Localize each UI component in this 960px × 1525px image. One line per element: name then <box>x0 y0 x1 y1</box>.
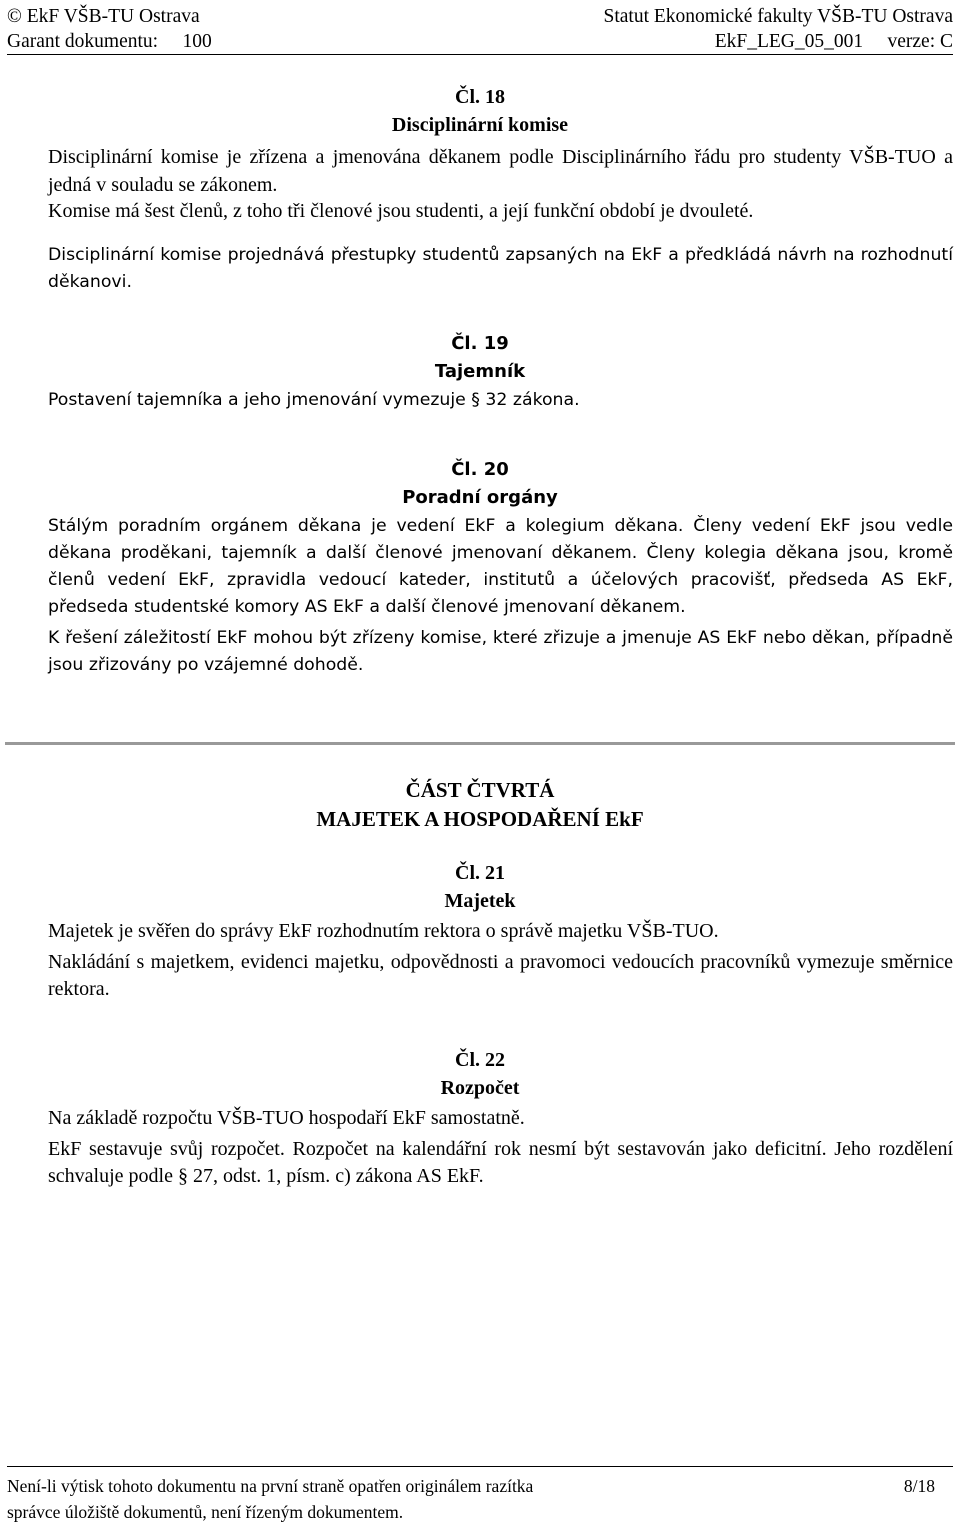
paragraph <box>7 387 953 414</box>
part-number: ČÁST ČTVRTÁ <box>405 778 555 802</box>
page-header <box>7 4 953 54</box>
paragraph <box>7 949 953 1004</box>
part-title: MAJETEK A HOSPODAŘENÍ EkF <box>316 807 644 831</box>
paragraph-text: Disciplinární komise je zřízena a jmenována děkanem podle Disciplinárního řádu pro studenty VŠB-TUO a jedná v souladu se zákonem. <box>48 146 953 196</box>
paragraph <box>7 1105 953 1133</box>
header-document-title: Statut Ekonomické fakulty VŠB-TU Ostrava <box>603 6 953 27</box>
part-heading <box>7 776 953 834</box>
paragraph-text: Na základě rozpočtu VŠB-TUO hospodaří EkF samostatně. <box>48 1107 525 1129</box>
paragraph <box>7 918 953 946</box>
footer-notice-line1: Není-li výtisk tohoto dokumentu na první straně opatřen originálem razítka <box>7 1476 534 1496</box>
article-title: Poradní orgány <box>402 487 558 508</box>
paragraph <box>7 198 953 226</box>
article-number: Čl. 19 <box>451 333 509 354</box>
article-number: Čl. 20 <box>451 459 509 480</box>
paragraph <box>7 625 953 679</box>
article-title: Majetek <box>444 890 516 912</box>
footer-rule <box>7 1466 953 1467</box>
paragraph-number <box>7 198 48 226</box>
paragraph <box>7 242 953 296</box>
page-number: 8/18 <box>903 1476 935 1496</box>
paragraph-number <box>7 625 48 652</box>
paragraph-number <box>7 144 48 172</box>
article-18 <box>7 83 953 226</box>
paragraph-text: Nakládání s majetkem, evidenci majetku, odpovědnosti a pravomoci vedoucích pracovníků vymezuje směrnice rektora. <box>48 950 953 1000</box>
article-title: Rozpočet <box>440 1077 520 1099</box>
article-title: Disciplinární komise <box>391 114 569 136</box>
paragraph-text: Disciplinární komise projednává přestupky studentů zapsaných na EkF a předkládá návrh na rozhodnutí děkanovi. <box>48 245 953 292</box>
paragraph-number <box>7 949 48 977</box>
article-number: Čl. 22 <box>455 1049 505 1071</box>
article-18-continued <box>7 242 953 296</box>
page-footer <box>7 1473 935 1525</box>
paragraph-text: Majetek je svěřen do správy EkF rozhodnutím rektora o správě majetku VŠB-TUO. <box>48 920 719 942</box>
paragraph <box>7 144 953 199</box>
article-22 <box>7 1046 953 1191</box>
article-number: Čl. 18 <box>455 86 505 108</box>
paragraph-text: Postavení tajemníka a jeho jmenování vymezuje § 32 zákona. <box>48 390 580 410</box>
article-21 <box>7 859 953 1004</box>
paragraph-text: EkF sestavuje svůj rozpočet. Rozpočet na kalendářní rok nesmí být sestavován jako deficitní. Jeho rozdělení schvaluje podle § 27, odst. 1, písm. c) zákona AS EkF. <box>48 1137 953 1187</box>
article-title: Tajemník <box>434 361 526 382</box>
header-copyright: © EkF VŠB-TU Ostrava <box>7 6 200 27</box>
paragraph-number <box>7 513 48 540</box>
paragraph-text: Komise má šest členů, z toho tři členové jsou studenti, a její funkční období je dvouleté. <box>48 200 754 222</box>
footer-notice-line2: správce úložiště dokumentů, není řízeným dokumentem. <box>7 1502 404 1522</box>
paragraph-text: K řešení záležitostí EkF mohou být zřízeny komise, které zřizuje a jmenuje AS EkF nebo děkan, případně jsou zřizovány po vzájemné dohodě. <box>48 628 953 675</box>
paragraph-text: Stálým poradním orgánem děkana je vedení EkF a kolegium děkana. Členy vedení EkF jsou vedle děkana proděkani, tajemník a další členové jmenovaní děkanem. Členy kolegia děkana jsou, kromě členů vedení EkF, zpravidla vedoucí kateder, institutů a účelových pracovišť, předseda AS EkF, předseda studentské komory AS EkF a další členové jmenovaní děkanem. <box>48 516 953 617</box>
paragraph <box>7 513 953 621</box>
article-number: Čl. 21 <box>455 862 505 884</box>
article-19 <box>7 330 953 414</box>
article-20 <box>7 456 953 679</box>
section-divider <box>5 742 955 745</box>
paragraph-number <box>7 1136 48 1164</box>
paragraph-number <box>7 918 48 946</box>
paragraph-number <box>7 1105 48 1133</box>
paragraph <box>7 1136 953 1191</box>
paragraph-number <box>7 387 48 414</box>
header-guarantor: Garant dokumentu: 100 <box>7 31 212 52</box>
header-rule <box>7 54 953 55</box>
header-document-code: EkF_LEG_05_001 verze: C <box>714 31 953 52</box>
paragraph-number <box>7 242 48 269</box>
